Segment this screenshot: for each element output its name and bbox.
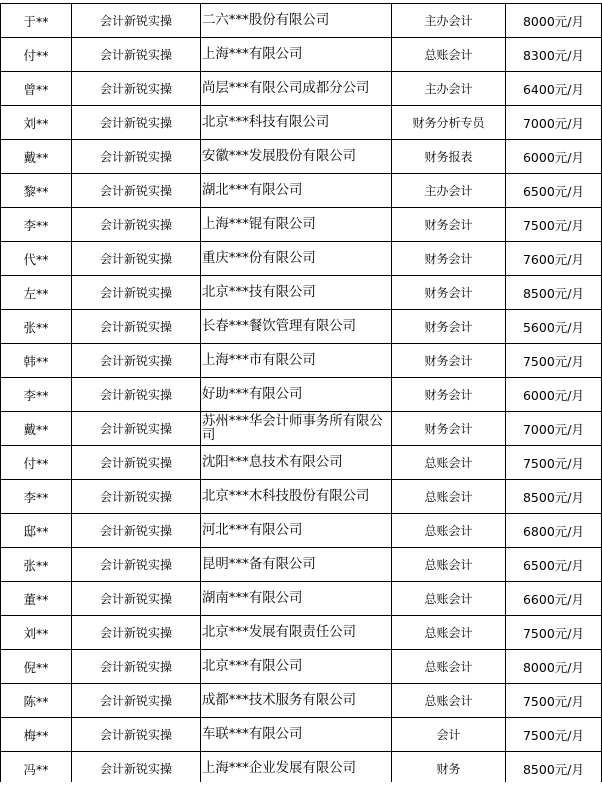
company-cell: 湖北***有限公司 [201,174,392,208]
student-name-cell: 梅** [1,718,72,752]
course-cell: 会计新锐实操 [72,310,201,344]
table-row [1,276,602,310]
salary-cell: 6000元/月 [506,378,602,412]
course-cell: 会计新锐实操 [72,106,201,140]
student-name-cell: 倪** [1,650,72,684]
salary-cell: 6500元/月 [506,174,602,208]
salary-cell: 7000元/月 [506,106,602,140]
company-cell: 河北***有限公司 [201,514,392,548]
course-cell: 会计新锐实操 [72,344,201,378]
position-cell: 总账会计 [392,514,506,548]
course-cell: 会计新锐实操 [72,38,201,72]
salary-cell: 7000元/月 [506,412,602,446]
table-row [1,446,602,480]
course-cell: 会计新锐实操 [72,684,201,718]
table-row [1,4,602,38]
position-cell: 财务 [392,752,506,786]
position-cell: 财务会计 [392,242,506,276]
salary-cell: 7500元/月 [506,446,602,480]
course-cell: 会计新锐实操 [72,446,201,480]
salary-cell: 7500元/月 [506,344,602,378]
student-name-cell: 黎** [1,174,72,208]
page-cutoff [0,782,602,787]
course-cell: 会计新锐实操 [72,480,201,514]
salary-cell: 7500元/月 [506,616,602,650]
company-cell: 上海***有限公司 [201,38,392,72]
table-row [1,650,602,684]
course-cell: 会计新锐实操 [72,582,201,616]
student-name-cell: 曾** [1,72,72,106]
course-cell: 会计新锐实操 [72,378,201,412]
position-cell: 财务会计 [392,344,506,378]
company-cell: 湖南***有限公司 [201,582,392,616]
salary-cell: 7500元/月 [506,684,602,718]
student-name-cell: 李** [1,480,72,514]
salary-cell: 6000元/月 [506,140,602,174]
placement-table [0,3,602,786]
student-name-cell: 董** [1,582,72,616]
company-cell: 重庆***份有限公司 [201,242,392,276]
course-cell: 会计新锐实操 [72,72,201,106]
student-name-cell: 付** [1,446,72,480]
position-cell: 会计 [392,718,506,752]
company-cell: 北京***木科技股份有限公司 [201,480,392,514]
table-row [1,514,602,548]
course-cell: 会计新锐实操 [72,140,201,174]
course-cell: 会计新锐实操 [72,514,201,548]
student-name-cell: 韩** [1,344,72,378]
position-cell: 总账会计 [392,684,506,718]
company-cell: 北京***技有限公司 [201,276,392,310]
company-cell: 安徽***发展股份有限公司 [201,140,392,174]
table-row [1,582,602,616]
table-row [1,106,602,140]
table-row [1,38,602,72]
course-cell: 会计新锐实操 [72,174,201,208]
table-row [1,242,602,276]
company-cell: 上海***市有限公司 [201,344,392,378]
company-cell: 上海***企业发展有限公司 [201,752,392,786]
salary-cell: 7500元/月 [506,718,602,752]
student-name-cell: 左** [1,276,72,310]
position-cell: 总账会计 [392,446,506,480]
company-cell: 长春***餐饮管理有限公司 [201,310,392,344]
student-name-cell: 付** [1,38,72,72]
course-cell: 会计新锐实操 [72,548,201,582]
salary-cell: 8500元/月 [506,752,602,786]
position-cell: 主办会计 [392,4,506,38]
table-row [1,378,602,412]
table-row [1,140,602,174]
student-name-cell: 张** [1,548,72,582]
salary-cell: 6400元/月 [506,72,602,106]
table-row [1,616,602,650]
position-cell: 总账会计 [392,38,506,72]
salary-cell: 8000元/月 [506,650,602,684]
salary-cell: 7500元/月 [506,208,602,242]
company-cell: 上海***锟有限公司 [201,208,392,242]
company-cell: 北京***科技有限公司 [201,106,392,140]
company-cell: 尚层***有限公司成都分公司 [201,72,392,106]
student-name-cell: 邸** [1,514,72,548]
salary-cell: 6500元/月 [506,548,602,582]
company-cell: 车联***有限公司 [201,718,392,752]
table-row [1,752,602,786]
student-name-cell: 李** [1,378,72,412]
position-cell: 总账会计 [392,582,506,616]
salary-cell: 6600元/月 [506,582,602,616]
position-cell: 总账会计 [392,480,506,514]
course-cell: 会计新锐实操 [72,412,201,446]
salary-cell: 8500元/月 [506,480,602,514]
student-name-cell: 刘** [1,106,72,140]
course-cell: 会计新锐实操 [72,208,201,242]
position-cell: 财务会计 [392,276,506,310]
table-row [1,310,602,344]
position-cell: 财务会计 [392,412,506,446]
company-cell: 北京***有限公司 [201,650,392,684]
position-cell: 财务会计 [392,378,506,412]
salary-cell: 8500元/月 [506,276,602,310]
company-cell: 昆明***备有限公司 [201,548,392,582]
salary-cell: 7600元/月 [506,242,602,276]
table-row [1,208,602,242]
student-name-cell: 冯** [1,752,72,786]
table-row [1,548,602,582]
table-row [1,718,602,752]
student-name-cell: 戴** [1,412,72,446]
company-cell: 沈阳***息技术有限公司 [201,446,392,480]
course-cell: 会计新锐实操 [72,242,201,276]
position-cell: 主办会计 [392,72,506,106]
student-name-cell: 陈** [1,684,72,718]
course-cell: 会计新锐实操 [72,276,201,310]
student-name-cell: 代** [1,242,72,276]
course-cell: 会计新锐实操 [72,616,201,650]
company-cell: 北京***发展有限责任公司 [201,616,392,650]
course-cell: 会计新锐实操 [72,752,201,786]
table-row [1,72,602,106]
student-name-cell: 于** [1,4,72,38]
company-cell: 苏州***华会计师事务所有限公司 [201,412,392,446]
student-name-cell: 戴** [1,140,72,174]
table-row [1,684,602,718]
company-cell: 好助***有限公司 [201,378,392,412]
table-row [1,480,602,514]
company-cell: 成都***技术服务有限公司 [201,684,392,718]
course-cell: 会计新锐实操 [72,718,201,752]
salary-cell: 8300元/月 [506,38,602,72]
course-cell: 会计新锐实操 [72,650,201,684]
course-cell: 会计新锐实操 [72,4,201,38]
table-row [1,174,602,208]
table-body [1,4,602,786]
position-cell: 总账会计 [392,650,506,684]
table-row [1,412,602,446]
salary-cell: 5600元/月 [506,310,602,344]
position-cell: 总账会计 [392,548,506,582]
student-name-cell: 刘** [1,616,72,650]
salary-cell: 6800元/月 [506,514,602,548]
position-cell: 财务会计 [392,208,506,242]
salary-cell: 8000元/月 [506,4,602,38]
position-cell: 总账会计 [392,616,506,650]
position-cell: 财务会计 [392,310,506,344]
company-cell: 二六***股份有限公司 [201,4,392,38]
student-name-cell: 张** [1,310,72,344]
table-row [1,344,602,378]
student-name-cell: 李** [1,208,72,242]
position-cell: 主办会计 [392,174,506,208]
position-cell: 财务分析专员 [392,106,506,140]
position-cell: 财务报表 [392,140,506,174]
